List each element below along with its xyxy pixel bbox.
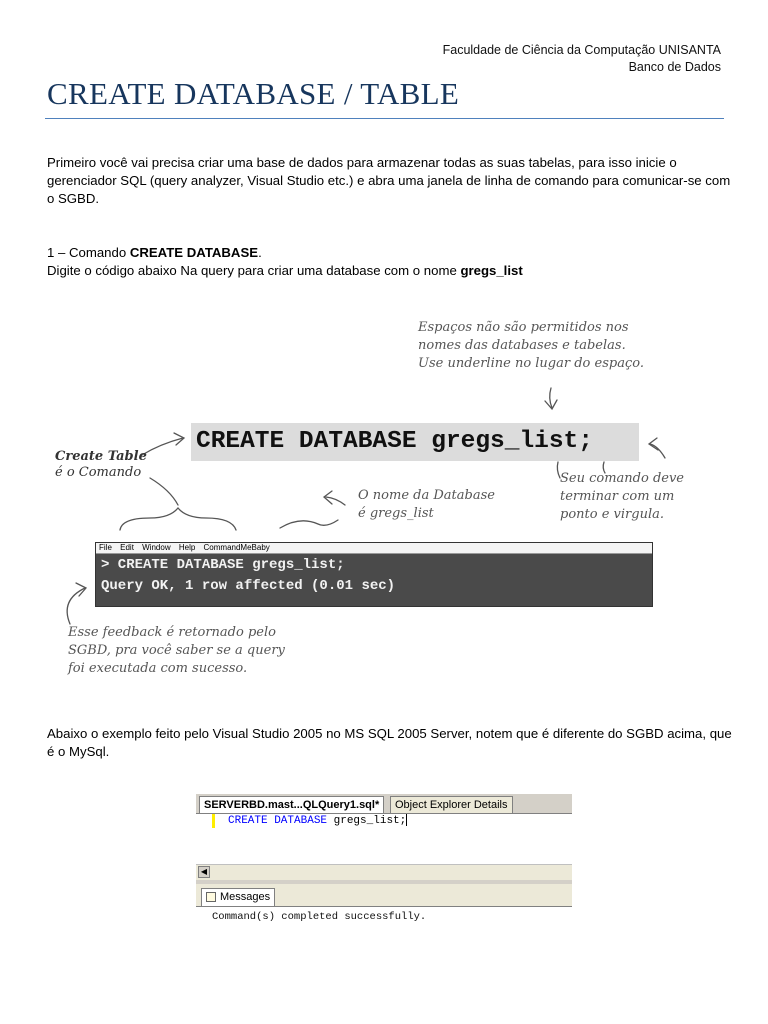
header-institution: Faculdade de Ciência da Computação UNISANTA xyxy=(442,43,721,57)
arrow-feedback xyxy=(67,588,85,624)
vs-results-tabbar xyxy=(196,884,572,907)
note-command: Create Table é o Comando xyxy=(55,449,147,480)
vs-query-window xyxy=(196,794,572,944)
arrow-command xyxy=(142,438,183,455)
scroll-left-icon[interactable]: ◀ xyxy=(198,866,210,878)
page-title: CREATE DATABASE / TABLE xyxy=(47,76,460,111)
step1-instruction: Digite o código abaixo Na query para criar uma database com o nome gregs_list xyxy=(47,263,523,278)
vs-tabbar xyxy=(196,794,572,814)
menu-edit[interactable]: Edit xyxy=(120,543,134,552)
terminal-window xyxy=(95,542,653,607)
menu-help[interactable]: Help xyxy=(178,543,196,552)
database-name: gregs_list xyxy=(460,263,523,278)
change-marker xyxy=(212,814,215,828)
text-caret xyxy=(406,814,407,826)
messages-icon xyxy=(206,892,216,902)
tab-messages[interactable]: Messages xyxy=(201,888,275,906)
step1-heading: 1 – Comando CREATE DATABASE. xyxy=(47,245,262,260)
step1-command: CREATE DATABASE xyxy=(129,245,259,260)
vs-paragraph: Abaixo o exemplo feito pelo Visual Studio 2005 no MS SQL 2005 Server, notem que é diferente do SGBD acima, que é o MySql. xyxy=(47,726,732,759)
vs-query-editor[interactable] xyxy=(196,814,572,862)
note-feedback: Esse feedback é retornado pelo SGBD, pra você saber se a query foi executada com sucesso. xyxy=(68,625,285,676)
squiggle-dbname xyxy=(280,520,338,528)
note-dbname: O nome da Database é gregs_list xyxy=(358,488,495,521)
terminal-menubar xyxy=(96,543,652,554)
note-semicolon: Seu comando deve terminar com um ponto e virgula. xyxy=(560,471,684,522)
intro-paragraph: Primeiro você vai precisa criar uma base de dados para armazenar todas as suas tabelas, para isso inicie o gerenciador SQL (query analyzer, Visual Studio etc.) e abra uma janela de linha de comando para comunicar-se com o SGBD. xyxy=(47,155,731,206)
tab-object-explorer-details[interactable]: Object Explorer Details xyxy=(390,796,513,813)
vs-message-text: Command(s) completed successfully. xyxy=(212,911,427,923)
header-course: Banco de Dados xyxy=(628,60,721,74)
create-database-code: CREATE DATABASE gregs_list; xyxy=(191,423,639,461)
terminal-output-line: Query OK, 1 row affected (0.01 sec) xyxy=(101,578,396,594)
arrow-spaces xyxy=(550,388,552,408)
tab-query[interactable]: SERVERBD.mast...QLQuery1.sql* xyxy=(199,796,384,813)
menu-file[interactable]: File xyxy=(99,543,112,552)
menu-commandmebaby[interactable]: CommandMeBaby xyxy=(203,543,270,552)
horizontal-scrollbar[interactable] xyxy=(196,864,572,880)
terminal-command-line: > CREATE DATABASE gregs_list; xyxy=(101,557,345,573)
menu-window[interactable]: Window xyxy=(142,543,171,552)
note-spaces: Espaços não são permitidos nos nomes das databases e tabelas. Use underline no lugar do espaço. xyxy=(418,320,644,371)
brace-command xyxy=(120,508,236,530)
vs-code-line: CREATE DATABASE gregs_list; xyxy=(228,815,407,827)
